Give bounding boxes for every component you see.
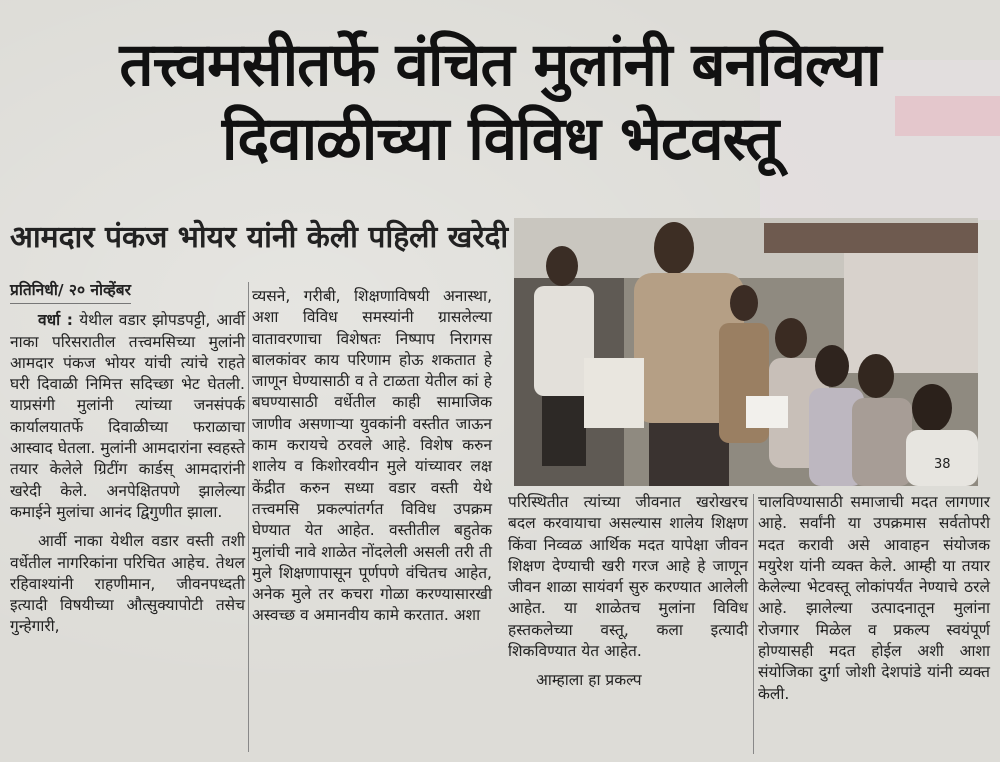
column-1-paragraph-1: येथील वडार झोपडपट्टी, आर्वी नाका परिसरातील तत्त्वमसिच्या मुलांनी आमदार पंकज भोयर यांची त्यांचे राहते घरी दिवाळी निमित्त सदिच्छा भेट घेतली. याप्रसंगी मुलांनी त्यांच्या जनसंपर्क कार्यालयातर्फे दिवाळीच्या फराळाचा आस्वाद घेतला. मुलांनी आमदारांना स्वहस्ते तयार केलेले ग्रिटींग कार्डस् आमदारांनी खरेदी केले. अनपेक्षितपणे झालेल्या कमाईने मुलांचा आनंद द्विगुणीत झाला. [10,311,246,521]
headline-line-1: तत्त्वमसीतर्फे वंचित मुलांनी बनविल्या [119,30,881,100]
headline-line-2: दिवाळीच्या विविध भेटवस्तू [221,104,779,174]
subheadline: आमदार पंकज भोयर यांनी केली पहिली खरेदी [10,220,509,255]
article-column-3 [508,492,748,692]
column-divider [753,494,754,754]
article-column-2 [252,286,492,627]
column-3-paragraph-1: परिस्थितीत त्यांच्या जीवनात खरोखरच बदल करवायाचा असल्यास शालेय शिक्षण किंवा निव्वळ आर्थिक मदत यापेक्षा जीवन शिक्षण देण्याची खरी गरज आहे हे जाणून जीवन शाळा सायंवर्ग सुरु करण्यात आलेली आहेत. या शाळेतच मुलांना विविध हस्तकलेच्या वस्तू, कला इत्यादी शिकविण्यात येत आहेत. [508,493,748,661]
headline [0,28,1000,176]
jersey-number: 38 [934,457,951,472]
column-3-paragraph-2: आम्हाला हा प्रकल्प [536,671,642,690]
column-2-paragraph-1: व्यसने, गरीबी, शिक्षणाविषयी अनास्था, अशा विविध समस्यांनी ग्रासलेल्या वातावरणाचा विशेषतः निष्पाप निरागस बालकांवर काय परिणाम होऊ शकतात हे जाणून घेण्यासाठी व ते टाळता येतील कां हे बघण्यासाठी वर्धेतील काही सामाजिक जाणीव असणाऱ्या युवकांनी वस्तीत जाऊन काम करायचे ठरवले आहे. विशेष करुन शालेय व किशोरवयीन मुले यांच्यावर लक्ष केंद्रीत करुन सध्या वडार वस्ती येथे तत्त्वमसि प्रकल्पांतर्गत विविध उपक्रम घेण्यात येत आहेत. वस्तीतील बहुतेक मुलांची नावे शाळेत नोंदलेली असली तरी ती मुले शिक्षणापासून पूर्णपणे वंचितच आहेत, अनेक मुले तर कचरा गोळा करण्यासारखी अस्वच्छ व अमानवीय कामे करतात. अशा [252,287,492,625]
article-column-4 [758,492,990,705]
news-photo [514,218,978,486]
column-1-paragraph-2: आर्वी नाका येथील वडार वस्ती तशी वर्धेतील नागरिकांना परिचित आहेच. तेथल रहिवाश्यांनी राहणीमान, जीवनपध्दती इत्यादी विषयीच्या औत्सुक्यापोटी तसेच गुन्हेगारी, [10,532,245,636]
byline: प्रतिनिधी/ २० नोव्हेंबर [10,280,131,304]
article-column-1 [10,280,245,638]
column-4-paragraph-1: चालविण्यासाठी समाजाची मदत लागणार आहे. सर्वांनी या उपक्रमास सर्वतोपरी मदत करावी असे आवाहन संयोजक मयुरेश यांनी व्यक्त केले. आम्ही या तयार केलेल्या भेटवस्तू लोकांपर्यंत नेण्याचे ठरले आहे. झालेल्या उत्पादनातून मुलांना रोजगार मिळेल व प्रकल्प स्वयंपूर्ण होण्यासही मदत होईल अशी आशा संयोजिका दुर्गा जोशी देशपांडे यांनी व्यक्त केली. [758,493,990,703]
column-divider [248,282,249,752]
dateline-place: वर्धा : [38,311,74,330]
news-photo-icon [514,218,978,486]
